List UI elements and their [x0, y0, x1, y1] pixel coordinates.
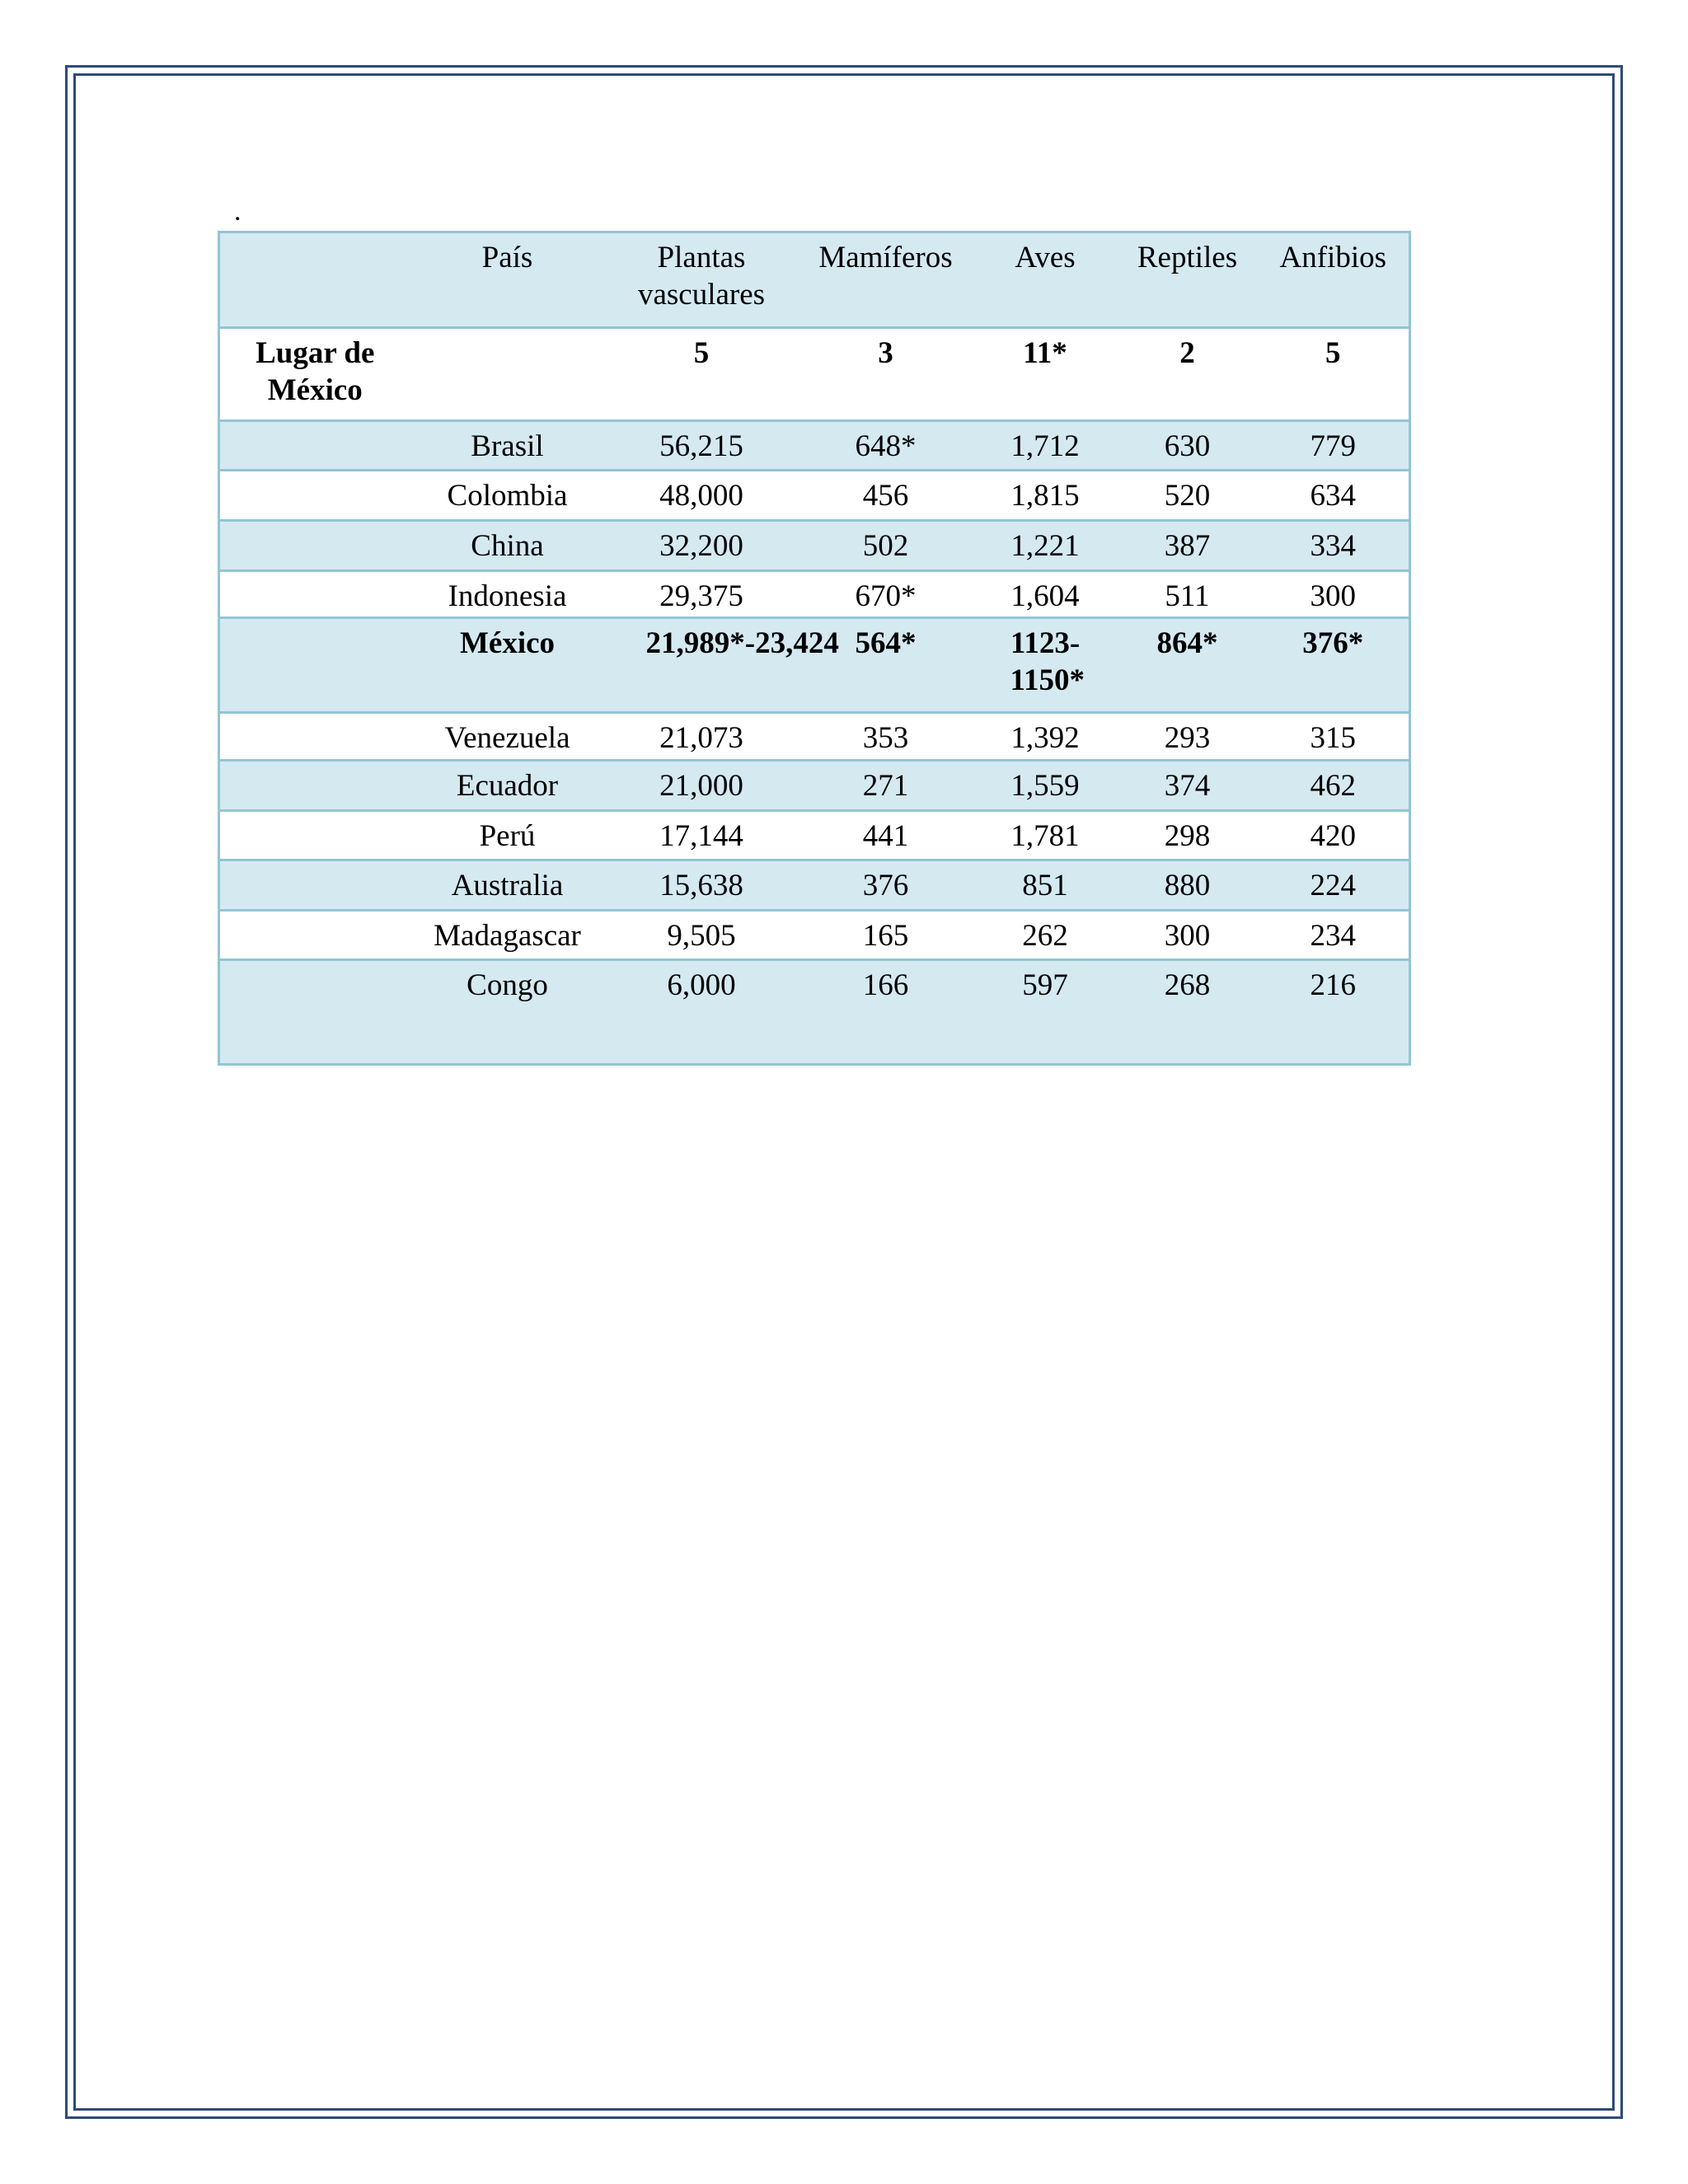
- table-cell: 56,215: [605, 420, 799, 470]
- table-row: [219, 860, 1410, 910]
- table-cell: 300: [1118, 910, 1258, 959]
- table-cell: 293: [1118, 712, 1258, 760]
- table-row: [219, 910, 1410, 959]
- table-cell: 334: [1258, 521, 1410, 570]
- rank-cell: 5: [605, 327, 799, 420]
- rank-cell: 2: [1118, 327, 1258, 420]
- table-cell: 630: [1118, 420, 1258, 470]
- table-row: [219, 470, 1410, 520]
- table-cell: 48,000: [605, 470, 799, 520]
- table-cell: 165: [799, 910, 973, 959]
- table-row: [219, 960, 1410, 1065]
- header-row: [219, 232, 1410, 328]
- header-cell: Anfibios: [1258, 232, 1410, 328]
- country-cell: Indonesia: [410, 570, 605, 617]
- table-cell: 462: [1258, 761, 1410, 810]
- header-cell: Mamíferos: [799, 232, 973, 328]
- rank-label: Lugar de México: [219, 327, 410, 420]
- table-cell: 374: [1118, 761, 1258, 810]
- table-row: [219, 810, 1410, 860]
- table-cell: 21,989*-23,424: [605, 618, 799, 713]
- country-cell: Colombia: [410, 470, 605, 520]
- rank-cell: 11*: [973, 327, 1118, 420]
- table-cell: 271: [799, 761, 973, 810]
- table-cell: 262: [973, 910, 1118, 959]
- table-cell: 315: [1258, 712, 1410, 760]
- table-row: [219, 521, 1410, 570]
- table-cell: 880: [1118, 860, 1258, 910]
- table-row: [219, 761, 1410, 810]
- table-cell: 1,221: [973, 521, 1118, 570]
- rank-cell: 5: [1258, 327, 1410, 420]
- table-cell: 21,000: [605, 761, 799, 810]
- table-cell: 268: [1118, 960, 1258, 1065]
- biodiversity-table: [218, 231, 1411, 1066]
- table-cell: 670*: [799, 570, 973, 617]
- table-cell: 441: [799, 810, 973, 860]
- table-cell: 564*: [799, 618, 973, 713]
- header-cell: Aves: [973, 232, 1118, 328]
- table-cell: 1,604: [973, 570, 1118, 617]
- country-cell: Australia: [410, 860, 605, 910]
- header-cell: País: [410, 232, 605, 328]
- table-cell: 166: [799, 960, 973, 1065]
- table-cell: 1,392: [973, 712, 1118, 760]
- table-cell: 15,638: [605, 860, 799, 910]
- country-cell: Madagascar: [410, 910, 605, 959]
- table-cell: 1,815: [973, 470, 1118, 520]
- table-row-mexico: [219, 618, 1410, 713]
- country-cell: Perú: [410, 810, 605, 860]
- table-cell: 376: [799, 860, 973, 910]
- table-cell: 456: [799, 470, 973, 520]
- header-cell: Plantas vasculares: [605, 232, 799, 328]
- rank-cell: [410, 327, 605, 420]
- table-cell: 6,000: [605, 960, 799, 1065]
- table-cell: 29,375: [605, 570, 799, 617]
- country-cell: Brasil: [410, 420, 605, 470]
- table-cell: 502: [799, 521, 973, 570]
- header-cell: Reptiles: [1118, 232, 1258, 328]
- table-cell: 634: [1258, 470, 1410, 520]
- country-cell: Venezuela: [410, 712, 605, 760]
- table-cell: 353: [799, 712, 973, 760]
- table-cell: 1,559: [973, 761, 1118, 810]
- table-cell: 224: [1258, 860, 1410, 910]
- table-cell: 216: [1258, 960, 1410, 1065]
- table-cell: 234: [1258, 910, 1410, 959]
- rank-row: [219, 327, 1410, 420]
- country-cell: Ecuador: [410, 761, 605, 810]
- table-cell: 511: [1118, 570, 1258, 617]
- stray-dot: .: [234, 196, 241, 227]
- table-cell: 1,712: [973, 420, 1118, 470]
- table-cell: 1123-1150*: [973, 618, 1118, 713]
- table-cell: 300: [1258, 570, 1410, 617]
- table-cell: 864*: [1118, 618, 1258, 713]
- table-row: [219, 712, 1410, 760]
- table-cell: 387: [1118, 521, 1258, 570]
- country-cell: China: [410, 521, 605, 570]
- table-cell: 32,200: [605, 521, 799, 570]
- table-cell: 1,781: [973, 810, 1118, 860]
- table-row: [219, 420, 1410, 470]
- country-cell: México: [410, 618, 605, 713]
- table-cell: 597: [973, 960, 1118, 1065]
- table-cell: 779: [1258, 420, 1410, 470]
- table-cell: 420: [1258, 810, 1410, 860]
- table-cell: 648*: [799, 420, 973, 470]
- table-cell: 21,073: [605, 712, 799, 760]
- rank-cell: 3: [799, 327, 973, 420]
- table-cell: 851: [973, 860, 1118, 910]
- table-cell: 298: [1118, 810, 1258, 860]
- table-cell: 520: [1118, 470, 1258, 520]
- header-cell: [219, 232, 410, 328]
- table-cell: 376*: [1258, 618, 1410, 713]
- table-row: [219, 570, 1410, 617]
- country-cell: Congo: [410, 960, 605, 1065]
- table-cell: 9,505: [605, 910, 799, 959]
- table-cell: 17,144: [605, 810, 799, 860]
